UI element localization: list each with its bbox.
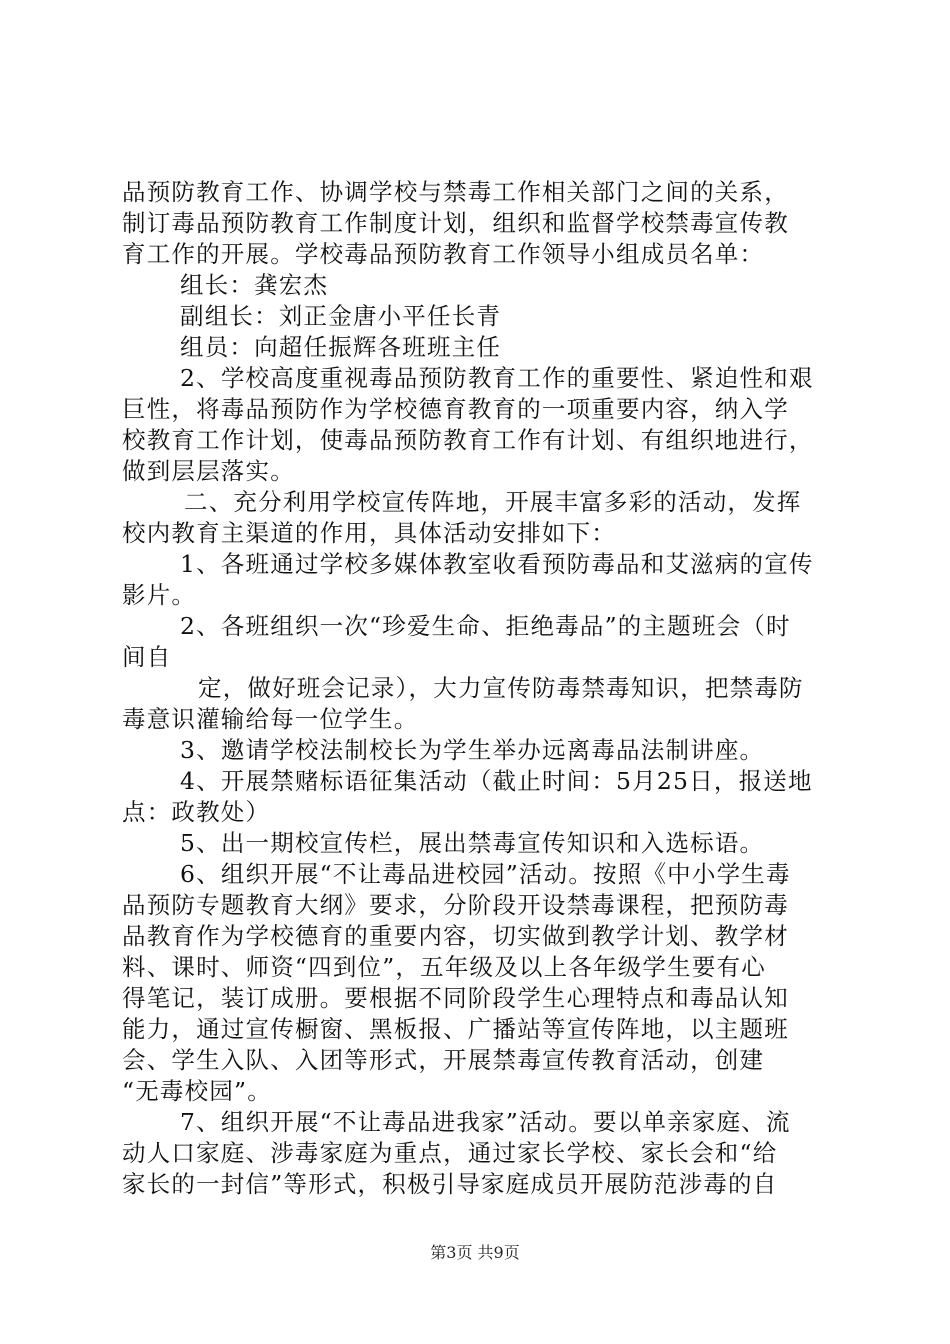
text-line: “无毒校园”。 [122, 1077, 272, 1105]
text-line: 影片。 [122, 581, 197, 609]
text-line: 组长：龚宏杰 [180, 271, 329, 299]
text-line: 6、组织开展“不让毒品进校园”活动。按照《中小学生毒 [180, 860, 791, 888]
text-line: 做到层层落实。 [122, 457, 295, 485]
text-line: 制订毒品预防教育工作制度计划，组织和监督学校禁毒宣传教 [122, 209, 789, 237]
page-number: 第3页 共9页 [430, 1243, 520, 1262]
text-line: 会、学生入队、入团等形式，开展禁毒宣传教育活动，创建 [122, 1046, 765, 1074]
text-line: 5、出一期校宣传栏，展出禁毒宣传知识和入选标语。 [180, 829, 765, 857]
text-line: 组员：向超任振辉各班班主任 [180, 333, 502, 361]
text-line: 动人口家庭、涉毒家庭为重点，通过家长学校、家长会和“给 [122, 1139, 778, 1167]
text-line: 间自 [122, 643, 172, 671]
text-line: 家长的一封信”等形式，积极引导家庭成员开展防范涉毒的自 [122, 1170, 778, 1198]
text-line: 4、开展禁赌标语征集活动（截止时间：5月25日，报送地 [180, 767, 813, 795]
text-line: 能力，通过宣传橱窗、黑板报、广播站等宣传阵地，以主题班 [122, 1015, 789, 1043]
text-line: 料、课时、师资“四到位”，五年级及以上各年级学生要有心 [122, 953, 766, 981]
section-heading: 二、充分利用学校宣传阵地，开展丰富多彩的活动，发挥 [184, 488, 802, 516]
text-line: 校内教育主渠道的作用，具体活动安排如下： [122, 519, 616, 547]
text-line: 育工作的开展。学校毒品预防教育工作领导小组成员名单： [122, 240, 765, 268]
text-line: 品预防专题教育大纲》要求，分阶段开设禁毒课程，把预防毒 [122, 891, 789, 919]
text-line: 1、各班通过学校多媒体教室收看预防毒品和艾滋病的宣传 [180, 550, 814, 578]
text-line: 3、邀请学校法制校长为学生举办远离毒品法制讲座。 [180, 736, 765, 764]
text-line: 品教育作为学校德育的重要内容，切实做到教学计划、教学材 [122, 922, 789, 950]
text-line: 品预防教育工作、协调学校与禁毒工作相关部门之间的关系， [122, 178, 789, 206]
text-line: 点：政教处） [122, 798, 271, 826]
text-line: 7、组织开展“不让毒品进我家”活动。要以单亲家庭、流 [180, 1108, 791, 1136]
text-line: 2、学校高度重视毒品预防教育工作的重要性、紧迫性和艰 [180, 364, 814, 392]
text-line: 毒意识灌输给每一位学生。 [122, 705, 419, 733]
text-line: 2、各班组织一次“珍爱生命、拒绝毒品”的主题班会（时 [180, 612, 791, 640]
text-line: 定，做好班会记录），大力宣传防毒禁毒知识，把禁毒防 [198, 674, 804, 702]
text-line: 副组长：刘正金唐小平任长青 [180, 302, 502, 330]
text-line: 得笔记，装订成册。要根据不同阶段学生心理特点和毒品认知 [122, 984, 789, 1012]
text-line: 巨性，将毒品预防作为学校德育教育的一项重要内容，纳入学 [122, 395, 789, 423]
text-line: 校教育工作计划，使毒品预防教育工作有计划、有组织地进行， [122, 426, 814, 454]
